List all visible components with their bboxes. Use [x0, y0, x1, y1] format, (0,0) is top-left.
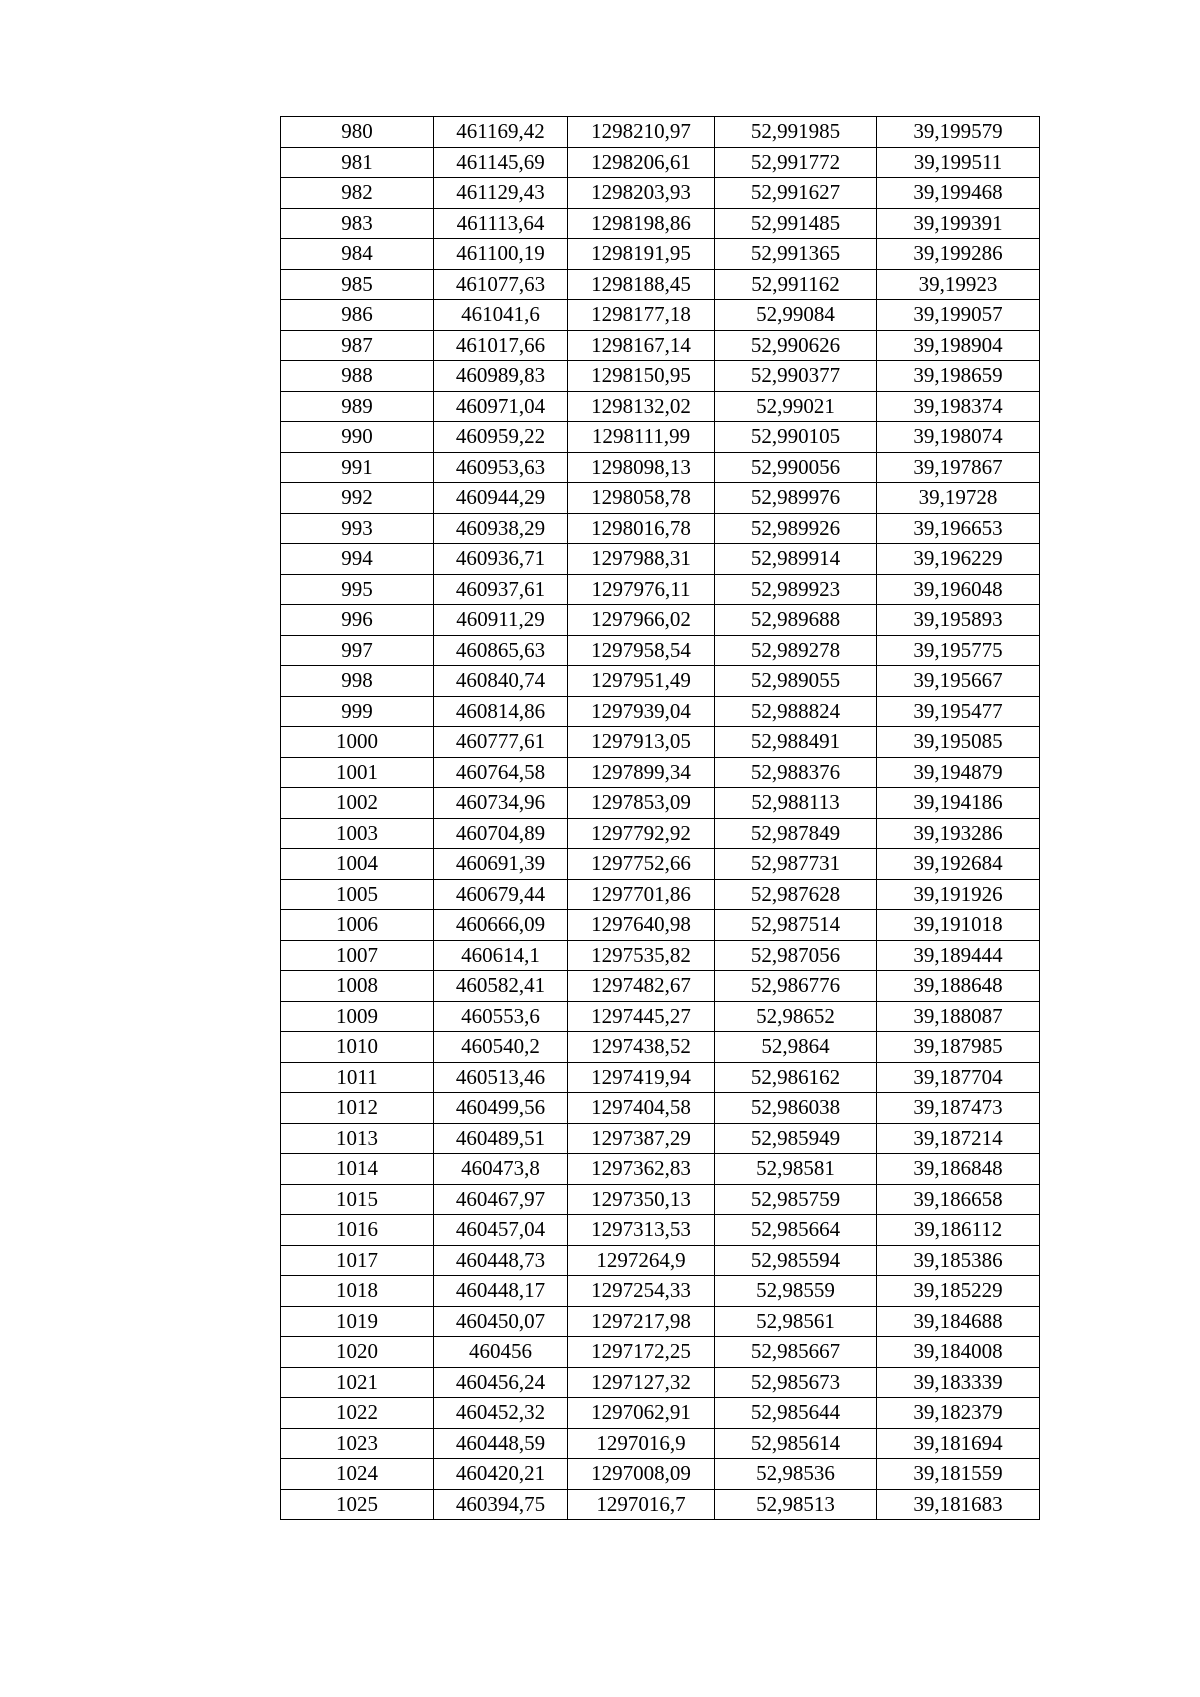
x-coordinate-cell: 460467,97: [434, 1184, 568, 1215]
y-coordinate-cell: 1298177,18: [568, 300, 715, 331]
y-coordinate-cell: 1297419,94: [568, 1062, 715, 1093]
x-coordinate-cell: 461041,6: [434, 300, 568, 331]
point-number-cell: 996: [281, 605, 434, 636]
x-coordinate-cell: 460764,58: [434, 757, 568, 788]
table-row: [281, 1184, 1040, 1215]
point-number-cell: 1012: [281, 1093, 434, 1124]
latitude-cell: 52,988113: [715, 788, 877, 819]
longitude-cell: 39,195085: [877, 727, 1040, 758]
longitude-cell: 39,198074: [877, 422, 1040, 453]
x-coordinate-cell: 460679,44: [434, 879, 568, 910]
latitude-cell: 52,9864: [715, 1032, 877, 1063]
y-coordinate-cell: 1297752,66: [568, 849, 715, 880]
longitude-cell: 39,187985: [877, 1032, 1040, 1063]
longitude-cell: 39,184008: [877, 1337, 1040, 1368]
latitude-cell: 52,987514: [715, 910, 877, 941]
longitude-cell: 39,199579: [877, 117, 1040, 148]
point-number-cell: 1006: [281, 910, 434, 941]
y-coordinate-cell: 1298150,95: [568, 361, 715, 392]
longitude-cell: 39,187704: [877, 1062, 1040, 1093]
table-row: [281, 666, 1040, 697]
y-coordinate-cell: 1297640,98: [568, 910, 715, 941]
latitude-cell: 52,98652: [715, 1001, 877, 1032]
x-coordinate-cell: 461077,63: [434, 269, 568, 300]
y-coordinate-cell: 1297988,31: [568, 544, 715, 575]
latitude-cell: 52,987731: [715, 849, 877, 880]
point-number-cell: 1023: [281, 1428, 434, 1459]
longitude-cell: 39,195775: [877, 635, 1040, 666]
x-coordinate-cell: 460448,73: [434, 1245, 568, 1276]
table-row: [281, 239, 1040, 270]
x-coordinate-cell: 460473,8: [434, 1154, 568, 1185]
latitude-cell: 52,987628: [715, 879, 877, 910]
y-coordinate-cell: 1297976,11: [568, 574, 715, 605]
longitude-cell: 39,184688: [877, 1306, 1040, 1337]
point-number-cell: 998: [281, 666, 434, 697]
longitude-cell: 39,186112: [877, 1215, 1040, 1246]
latitude-cell: 52,98581: [715, 1154, 877, 1185]
point-number-cell: 993: [281, 513, 434, 544]
point-number-cell: 1004: [281, 849, 434, 880]
longitude-cell: 39,197867: [877, 452, 1040, 483]
longitude-cell: 39,181559: [877, 1459, 1040, 1490]
point-number-cell: 1003: [281, 818, 434, 849]
longitude-cell: 39,199511: [877, 147, 1040, 178]
point-number-cell: 1009: [281, 1001, 434, 1032]
point-number-cell: 995: [281, 574, 434, 605]
point-number-cell: 1022: [281, 1398, 434, 1429]
table-row: [281, 1123, 1040, 1154]
table-row: [281, 635, 1040, 666]
x-coordinate-cell: 460489,51: [434, 1123, 568, 1154]
longitude-cell: 39,183339: [877, 1367, 1040, 1398]
y-coordinate-cell: 1298132,02: [568, 391, 715, 422]
y-coordinate-cell: 1297362,83: [568, 1154, 715, 1185]
table-row: [281, 910, 1040, 941]
latitude-cell: 52,986162: [715, 1062, 877, 1093]
latitude-cell: 52,991485: [715, 208, 877, 239]
y-coordinate-cell: 1297951,49: [568, 666, 715, 697]
table-row: [281, 1489, 1040, 1520]
latitude-cell: 52,989055: [715, 666, 877, 697]
latitude-cell: 52,989926: [715, 513, 877, 544]
x-coordinate-cell: 460953,63: [434, 452, 568, 483]
table-row: [281, 818, 1040, 849]
longitude-cell: 39,192684: [877, 849, 1040, 880]
point-number-cell: 989: [281, 391, 434, 422]
longitude-cell: 39,195893: [877, 605, 1040, 636]
table-row: [281, 971, 1040, 1002]
longitude-cell: 39,188087: [877, 1001, 1040, 1032]
table-row: [281, 1367, 1040, 1398]
point-number-cell: 992: [281, 483, 434, 514]
longitude-cell: 39,194186: [877, 788, 1040, 819]
x-coordinate-cell: 460959,22: [434, 422, 568, 453]
point-number-cell: 1005: [281, 879, 434, 910]
table-row: [281, 1001, 1040, 1032]
point-number-cell: 1001: [281, 757, 434, 788]
x-coordinate-cell: 460456: [434, 1337, 568, 1368]
longitude-cell: 39,185386: [877, 1245, 1040, 1276]
x-coordinate-cell: 461129,43: [434, 178, 568, 209]
x-coordinate-cell: 460448,59: [434, 1428, 568, 1459]
x-coordinate-cell: 460582,41: [434, 971, 568, 1002]
y-coordinate-cell: 1297062,91: [568, 1398, 715, 1429]
longitude-cell: 39,191926: [877, 879, 1040, 910]
point-number-cell: 997: [281, 635, 434, 666]
latitude-cell: 52,987849: [715, 818, 877, 849]
table-row: [281, 483, 1040, 514]
longitude-cell: 39,182379: [877, 1398, 1040, 1429]
latitude-cell: 52,990056: [715, 452, 877, 483]
latitude-cell: 52,985949: [715, 1123, 877, 1154]
longitude-cell: 39,19728: [877, 483, 1040, 514]
point-number-cell: 1013: [281, 1123, 434, 1154]
latitude-cell: 52,989976: [715, 483, 877, 514]
y-coordinate-cell: 1297008,09: [568, 1459, 715, 1490]
point-number-cell: 982: [281, 178, 434, 209]
latitude-cell: 52,989923: [715, 574, 877, 605]
x-coordinate-cell: 460540,2: [434, 1032, 568, 1063]
y-coordinate-cell: 1297172,25: [568, 1337, 715, 1368]
longitude-cell: 39,198659: [877, 361, 1040, 392]
table-row: [281, 452, 1040, 483]
point-number-cell: 987: [281, 330, 434, 361]
table-row: [281, 788, 1040, 819]
table-row: [281, 1428, 1040, 1459]
x-coordinate-cell: 460989,83: [434, 361, 568, 392]
latitude-cell: 52,988491: [715, 727, 877, 758]
table-row: [281, 1154, 1040, 1185]
latitude-cell: 52,991627: [715, 178, 877, 209]
x-coordinate-cell: 461100,19: [434, 239, 568, 270]
point-number-cell: 1021: [281, 1367, 434, 1398]
y-coordinate-cell: 1297016,7: [568, 1489, 715, 1520]
longitude-cell: 39,181694: [877, 1428, 1040, 1459]
x-coordinate-cell: 460704,89: [434, 818, 568, 849]
point-number-cell: 994: [281, 544, 434, 575]
point-number-cell: 981: [281, 147, 434, 178]
longitude-cell: 39,187473: [877, 1093, 1040, 1124]
y-coordinate-cell: 1297445,27: [568, 1001, 715, 1032]
y-coordinate-cell: 1298167,14: [568, 330, 715, 361]
point-number-cell: 988: [281, 361, 434, 392]
point-number-cell: 1024: [281, 1459, 434, 1490]
x-coordinate-cell: 460936,71: [434, 544, 568, 575]
x-coordinate-cell: 460840,74: [434, 666, 568, 697]
point-number-cell: 984: [281, 239, 434, 270]
table-row: [281, 391, 1040, 422]
y-coordinate-cell: 1297958,54: [568, 635, 715, 666]
x-coordinate-cell: 460971,04: [434, 391, 568, 422]
point-number-cell: 1011: [281, 1062, 434, 1093]
x-coordinate-cell: 460937,61: [434, 574, 568, 605]
latitude-cell: 52,989914: [715, 544, 877, 575]
longitude-cell: 39,188648: [877, 971, 1040, 1002]
y-coordinate-cell: 1297404,58: [568, 1093, 715, 1124]
y-coordinate-cell: 1298210,97: [568, 117, 715, 148]
longitude-cell: 39,191018: [877, 910, 1040, 941]
point-number-cell: 991: [281, 452, 434, 483]
x-coordinate-cell: 461017,66: [434, 330, 568, 361]
longitude-cell: 39,196229: [877, 544, 1040, 575]
table-row: [281, 269, 1040, 300]
x-coordinate-cell: 461113,64: [434, 208, 568, 239]
table-row: [281, 300, 1040, 331]
y-coordinate-cell: 1298191,95: [568, 239, 715, 270]
latitude-cell: 52,98536: [715, 1459, 877, 1490]
latitude-cell: 52,985614: [715, 1428, 877, 1459]
y-coordinate-cell: 1298058,78: [568, 483, 715, 514]
latitude-cell: 52,990105: [715, 422, 877, 453]
table-row: [281, 1276, 1040, 1307]
latitude-cell: 52,991772: [715, 147, 877, 178]
latitude-cell: 52,991985: [715, 117, 877, 148]
table-row: [281, 361, 1040, 392]
longitude-cell: 39,199391: [877, 208, 1040, 239]
latitude-cell: 52,991162: [715, 269, 877, 300]
point-number-cell: 990: [281, 422, 434, 453]
y-coordinate-cell: 1297939,04: [568, 696, 715, 727]
point-number-cell: 1025: [281, 1489, 434, 1520]
latitude-cell: 52,985594: [715, 1245, 877, 1276]
table-row: [281, 696, 1040, 727]
latitude-cell: 52,986038: [715, 1093, 877, 1124]
table-row: [281, 1337, 1040, 1368]
x-coordinate-cell: 460452,32: [434, 1398, 568, 1429]
y-coordinate-cell: 1297913,05: [568, 727, 715, 758]
latitude-cell: 52,985759: [715, 1184, 877, 1215]
table-row: [281, 422, 1040, 453]
y-coordinate-cell: 1297016,9: [568, 1428, 715, 1459]
y-coordinate-cell: 1298098,13: [568, 452, 715, 483]
point-number-cell: 1010: [281, 1032, 434, 1063]
x-coordinate-cell: 460457,04: [434, 1215, 568, 1246]
y-coordinate-cell: 1297350,13: [568, 1184, 715, 1215]
point-number-cell: 1020: [281, 1337, 434, 1368]
table-row: [281, 605, 1040, 636]
table-row: [281, 330, 1040, 361]
latitude-cell: 52,990377: [715, 361, 877, 392]
longitude-cell: 39,195477: [877, 696, 1040, 727]
y-coordinate-cell: 1297482,67: [568, 971, 715, 1002]
longitude-cell: 39,189444: [877, 940, 1040, 971]
x-coordinate-cell: 460938,29: [434, 513, 568, 544]
table-row: [281, 879, 1040, 910]
point-number-cell: 985: [281, 269, 434, 300]
y-coordinate-cell: 1298198,86: [568, 208, 715, 239]
point-number-cell: 999: [281, 696, 434, 727]
longitude-cell: 39,199286: [877, 239, 1040, 270]
y-coordinate-cell: 1298203,93: [568, 178, 715, 209]
table-row: [281, 1306, 1040, 1337]
longitude-cell: 39,199468: [877, 178, 1040, 209]
y-coordinate-cell: 1297217,98: [568, 1306, 715, 1337]
latitude-cell: 52,989278: [715, 635, 877, 666]
table-row: [281, 1032, 1040, 1063]
coordinates-table-body: [281, 117, 1040, 1520]
longitude-cell: 39,187214: [877, 1123, 1040, 1154]
y-coordinate-cell: 1297701,86: [568, 879, 715, 910]
y-coordinate-cell: 1297254,33: [568, 1276, 715, 1307]
y-coordinate-cell: 1298188,45: [568, 269, 715, 300]
x-coordinate-cell: 461145,69: [434, 147, 568, 178]
x-coordinate-cell: 460734,96: [434, 788, 568, 819]
longitude-cell: 39,198904: [877, 330, 1040, 361]
table-row: [281, 574, 1040, 605]
latitude-cell: 52,988824: [715, 696, 877, 727]
y-coordinate-cell: 1298111,99: [568, 422, 715, 453]
latitude-cell: 52,985664: [715, 1215, 877, 1246]
table-row: [281, 544, 1040, 575]
table-row: [281, 178, 1040, 209]
y-coordinate-cell: 1297438,52: [568, 1032, 715, 1063]
y-coordinate-cell: 1297853,09: [568, 788, 715, 819]
y-coordinate-cell: 1297966,02: [568, 605, 715, 636]
point-number-cell: 1007: [281, 940, 434, 971]
x-coordinate-cell: 460450,07: [434, 1306, 568, 1337]
latitude-cell: 52,98561: [715, 1306, 877, 1337]
y-coordinate-cell: 1297387,29: [568, 1123, 715, 1154]
longitude-cell: 39,199057: [877, 300, 1040, 331]
point-number-cell: 1002: [281, 788, 434, 819]
table-row: [281, 117, 1040, 148]
table-row: [281, 1093, 1040, 1124]
x-coordinate-cell: 460777,61: [434, 727, 568, 758]
longitude-cell: 39,186848: [877, 1154, 1040, 1185]
latitude-cell: 52,990626: [715, 330, 877, 361]
x-coordinate-cell: 460420,21: [434, 1459, 568, 1490]
latitude-cell: 52,99021: [715, 391, 877, 422]
longitude-cell: 39,198374: [877, 391, 1040, 422]
point-number-cell: 986: [281, 300, 434, 331]
point-number-cell: 1017: [281, 1245, 434, 1276]
table-row: [281, 1245, 1040, 1276]
point-number-cell: 1014: [281, 1154, 434, 1185]
latitude-cell: 52,986776: [715, 971, 877, 1002]
table-row: [281, 757, 1040, 788]
point-number-cell: 1015: [281, 1184, 434, 1215]
table-row: [281, 849, 1040, 880]
latitude-cell: 52,985644: [715, 1398, 877, 1429]
point-number-cell: 1018: [281, 1276, 434, 1307]
x-coordinate-cell: 460448,17: [434, 1276, 568, 1307]
latitude-cell: 52,989688: [715, 605, 877, 636]
table-row: [281, 1062, 1040, 1093]
x-coordinate-cell: 460911,29: [434, 605, 568, 636]
table-row: [281, 727, 1040, 758]
x-coordinate-cell: 460394,75: [434, 1489, 568, 1520]
x-coordinate-cell: 460691,39: [434, 849, 568, 880]
longitude-cell: 39,186658: [877, 1184, 1040, 1215]
longitude-cell: 39,195667: [877, 666, 1040, 697]
longitude-cell: 39,181683: [877, 1489, 1040, 1520]
y-coordinate-cell: 1297535,82: [568, 940, 715, 971]
x-coordinate-cell: 460614,1: [434, 940, 568, 971]
y-coordinate-cell: 1297127,32: [568, 1367, 715, 1398]
longitude-cell: 39,185229: [877, 1276, 1040, 1307]
table-row: [281, 1215, 1040, 1246]
longitude-cell: 39,196653: [877, 513, 1040, 544]
table-row: [281, 513, 1040, 544]
x-coordinate-cell: 460865,63: [434, 635, 568, 666]
latitude-cell: 52,991365: [715, 239, 877, 270]
x-coordinate-cell: 460666,09: [434, 910, 568, 941]
y-coordinate-cell: 1297792,92: [568, 818, 715, 849]
point-number-cell: 980: [281, 117, 434, 148]
latitude-cell: 52,985673: [715, 1367, 877, 1398]
longitude-cell: 39,193286: [877, 818, 1040, 849]
latitude-cell: 52,98513: [715, 1489, 877, 1520]
x-coordinate-cell: 461169,42: [434, 117, 568, 148]
x-coordinate-cell: 460553,6: [434, 1001, 568, 1032]
table-row: [281, 1398, 1040, 1429]
y-coordinate-cell: 1297899,34: [568, 757, 715, 788]
longitude-cell: 39,19923: [877, 269, 1040, 300]
longitude-cell: 39,194879: [877, 757, 1040, 788]
x-coordinate-cell: 460499,56: [434, 1093, 568, 1124]
table-row: [281, 208, 1040, 239]
latitude-cell: 52,988376: [715, 757, 877, 788]
table-row: [281, 1459, 1040, 1490]
y-coordinate-cell: 1297264,9: [568, 1245, 715, 1276]
point-number-cell: 1008: [281, 971, 434, 1002]
x-coordinate-cell: 460513,46: [434, 1062, 568, 1093]
latitude-cell: 52,985667: [715, 1337, 877, 1368]
coordinates-table: [280, 116, 1040, 1520]
point-number-cell: 983: [281, 208, 434, 239]
point-number-cell: 1000: [281, 727, 434, 758]
point-number-cell: 1019: [281, 1306, 434, 1337]
latitude-cell: 52,98559: [715, 1276, 877, 1307]
x-coordinate-cell: 460456,24: [434, 1367, 568, 1398]
x-coordinate-cell: 460944,29: [434, 483, 568, 514]
y-coordinate-cell: 1297313,53: [568, 1215, 715, 1246]
latitude-cell: 52,99084: [715, 300, 877, 331]
point-number-cell: 1016: [281, 1215, 434, 1246]
table-row: [281, 940, 1040, 971]
latitude-cell: 52,987056: [715, 940, 877, 971]
y-coordinate-cell: 1298016,78: [568, 513, 715, 544]
x-coordinate-cell: 460814,86: [434, 696, 568, 727]
longitude-cell: 39,196048: [877, 574, 1040, 605]
table-row: [281, 147, 1040, 178]
y-coordinate-cell: 1298206,61: [568, 147, 715, 178]
